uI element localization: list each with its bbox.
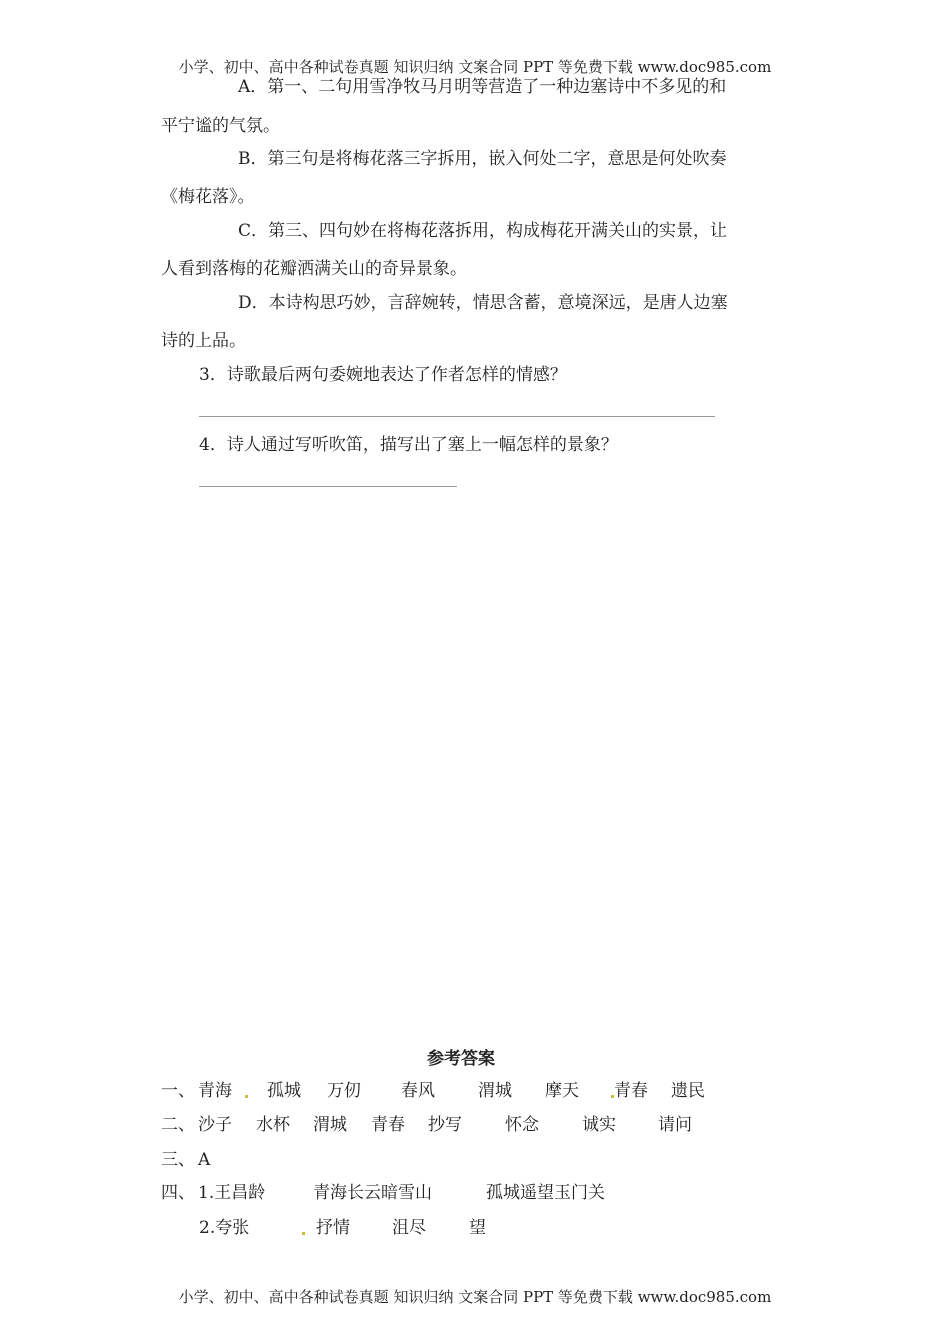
question-3: 3．诗歌最后两句委婉地表达了作者怎样的情感？ [199, 365, 567, 385]
answer-blank-4 [199, 486, 457, 487]
answer-item: 春风 [401, 1081, 435, 1101]
answer-item: 青海 [198, 1081, 232, 1101]
answer-item: 沮尽 [392, 1218, 426, 1238]
answer-item: 望 [469, 1218, 486, 1238]
answer-item: 抒情 [316, 1218, 350, 1238]
answer-item: 孤城遥望玉门关 [486, 1183, 605, 1203]
mark-dot [611, 1095, 614, 1098]
answer-item: 沙子 [198, 1115, 232, 1135]
answer-item: 青春 [614, 1081, 648, 1101]
answer-item: 万仞 [327, 1081, 361, 1101]
option-d-line-2: 诗的上品。 [161, 331, 246, 351]
answer-item: 怀念 [505, 1115, 539, 1135]
answer-row-label: 二、 [161, 1115, 195, 1135]
option-d-line-1: D．本诗构思巧妙，言辞婉转，情思含蓄，意境深远，是唐人边塞 [238, 293, 728, 313]
answer-item: 水杯 [256, 1115, 290, 1135]
answer-item: 抄写 [428, 1115, 462, 1135]
page-footer: 小学、初中、高中各种试卷真题 知识归纳 文案合同 PPT 等免费下载 www.doc985.com [178, 1288, 772, 1306]
option-c-line-1: C．第三、四句妙在将梅花落拆用，构成梅花开满关山的实景，让 [238, 221, 728, 241]
option-b-line-2: 《梅花落》。 [161, 187, 255, 207]
option-c-line-2: 人看到落梅的花瓣洒满关山的奇异景象。 [161, 259, 467, 279]
option-b-line-1: B．第三句是将梅花落三字拆用，嵌入何处二字，意思是何处吹奏 [238, 149, 727, 169]
answer-item: 青春 [371, 1115, 405, 1135]
mark-dot [302, 1232, 305, 1235]
answer-row-label: 一、 [161, 1081, 195, 1101]
answer-item: 2.夸张 [199, 1218, 250, 1238]
answer-item: A [198, 1150, 211, 1170]
answers-title: 参考答案 [427, 1049, 495, 1069]
mark-dot [245, 1095, 248, 1098]
question-4: 4．诗人通过写听吹笛，描写出了塞上一幅怎样的景象？ [199, 435, 618, 455]
page-header: 小学、初中、高中各种试卷真题 知识归纳 文案合同 PPT 等免费下载 www.doc985.com [178, 58, 772, 76]
answer-blank-3 [199, 416, 715, 417]
answer-item: 孤城 [267, 1081, 301, 1101]
answer-item: 遗民 [671, 1081, 705, 1101]
answer-item: 青海长云暗雪山 [313, 1183, 432, 1203]
answer-row-label: 三、 [161, 1150, 195, 1170]
answer-item: 渭城 [313, 1115, 347, 1135]
answer-row-label: 四、 [161, 1183, 195, 1203]
option-a-line-2: 平宁谧的气氛。 [161, 116, 280, 136]
answer-item: 渭城 [478, 1081, 512, 1101]
answer-item: 1.王昌龄 [198, 1183, 266, 1203]
answer-item: 请问 [658, 1115, 692, 1135]
answer-item: 摩天 [545, 1081, 579, 1101]
option-a-line-1: A．第一、二句用雪净牧马月明等营造了一种边塞诗中不多见的和 [238, 77, 727, 97]
answer-item: 诚实 [582, 1115, 616, 1135]
